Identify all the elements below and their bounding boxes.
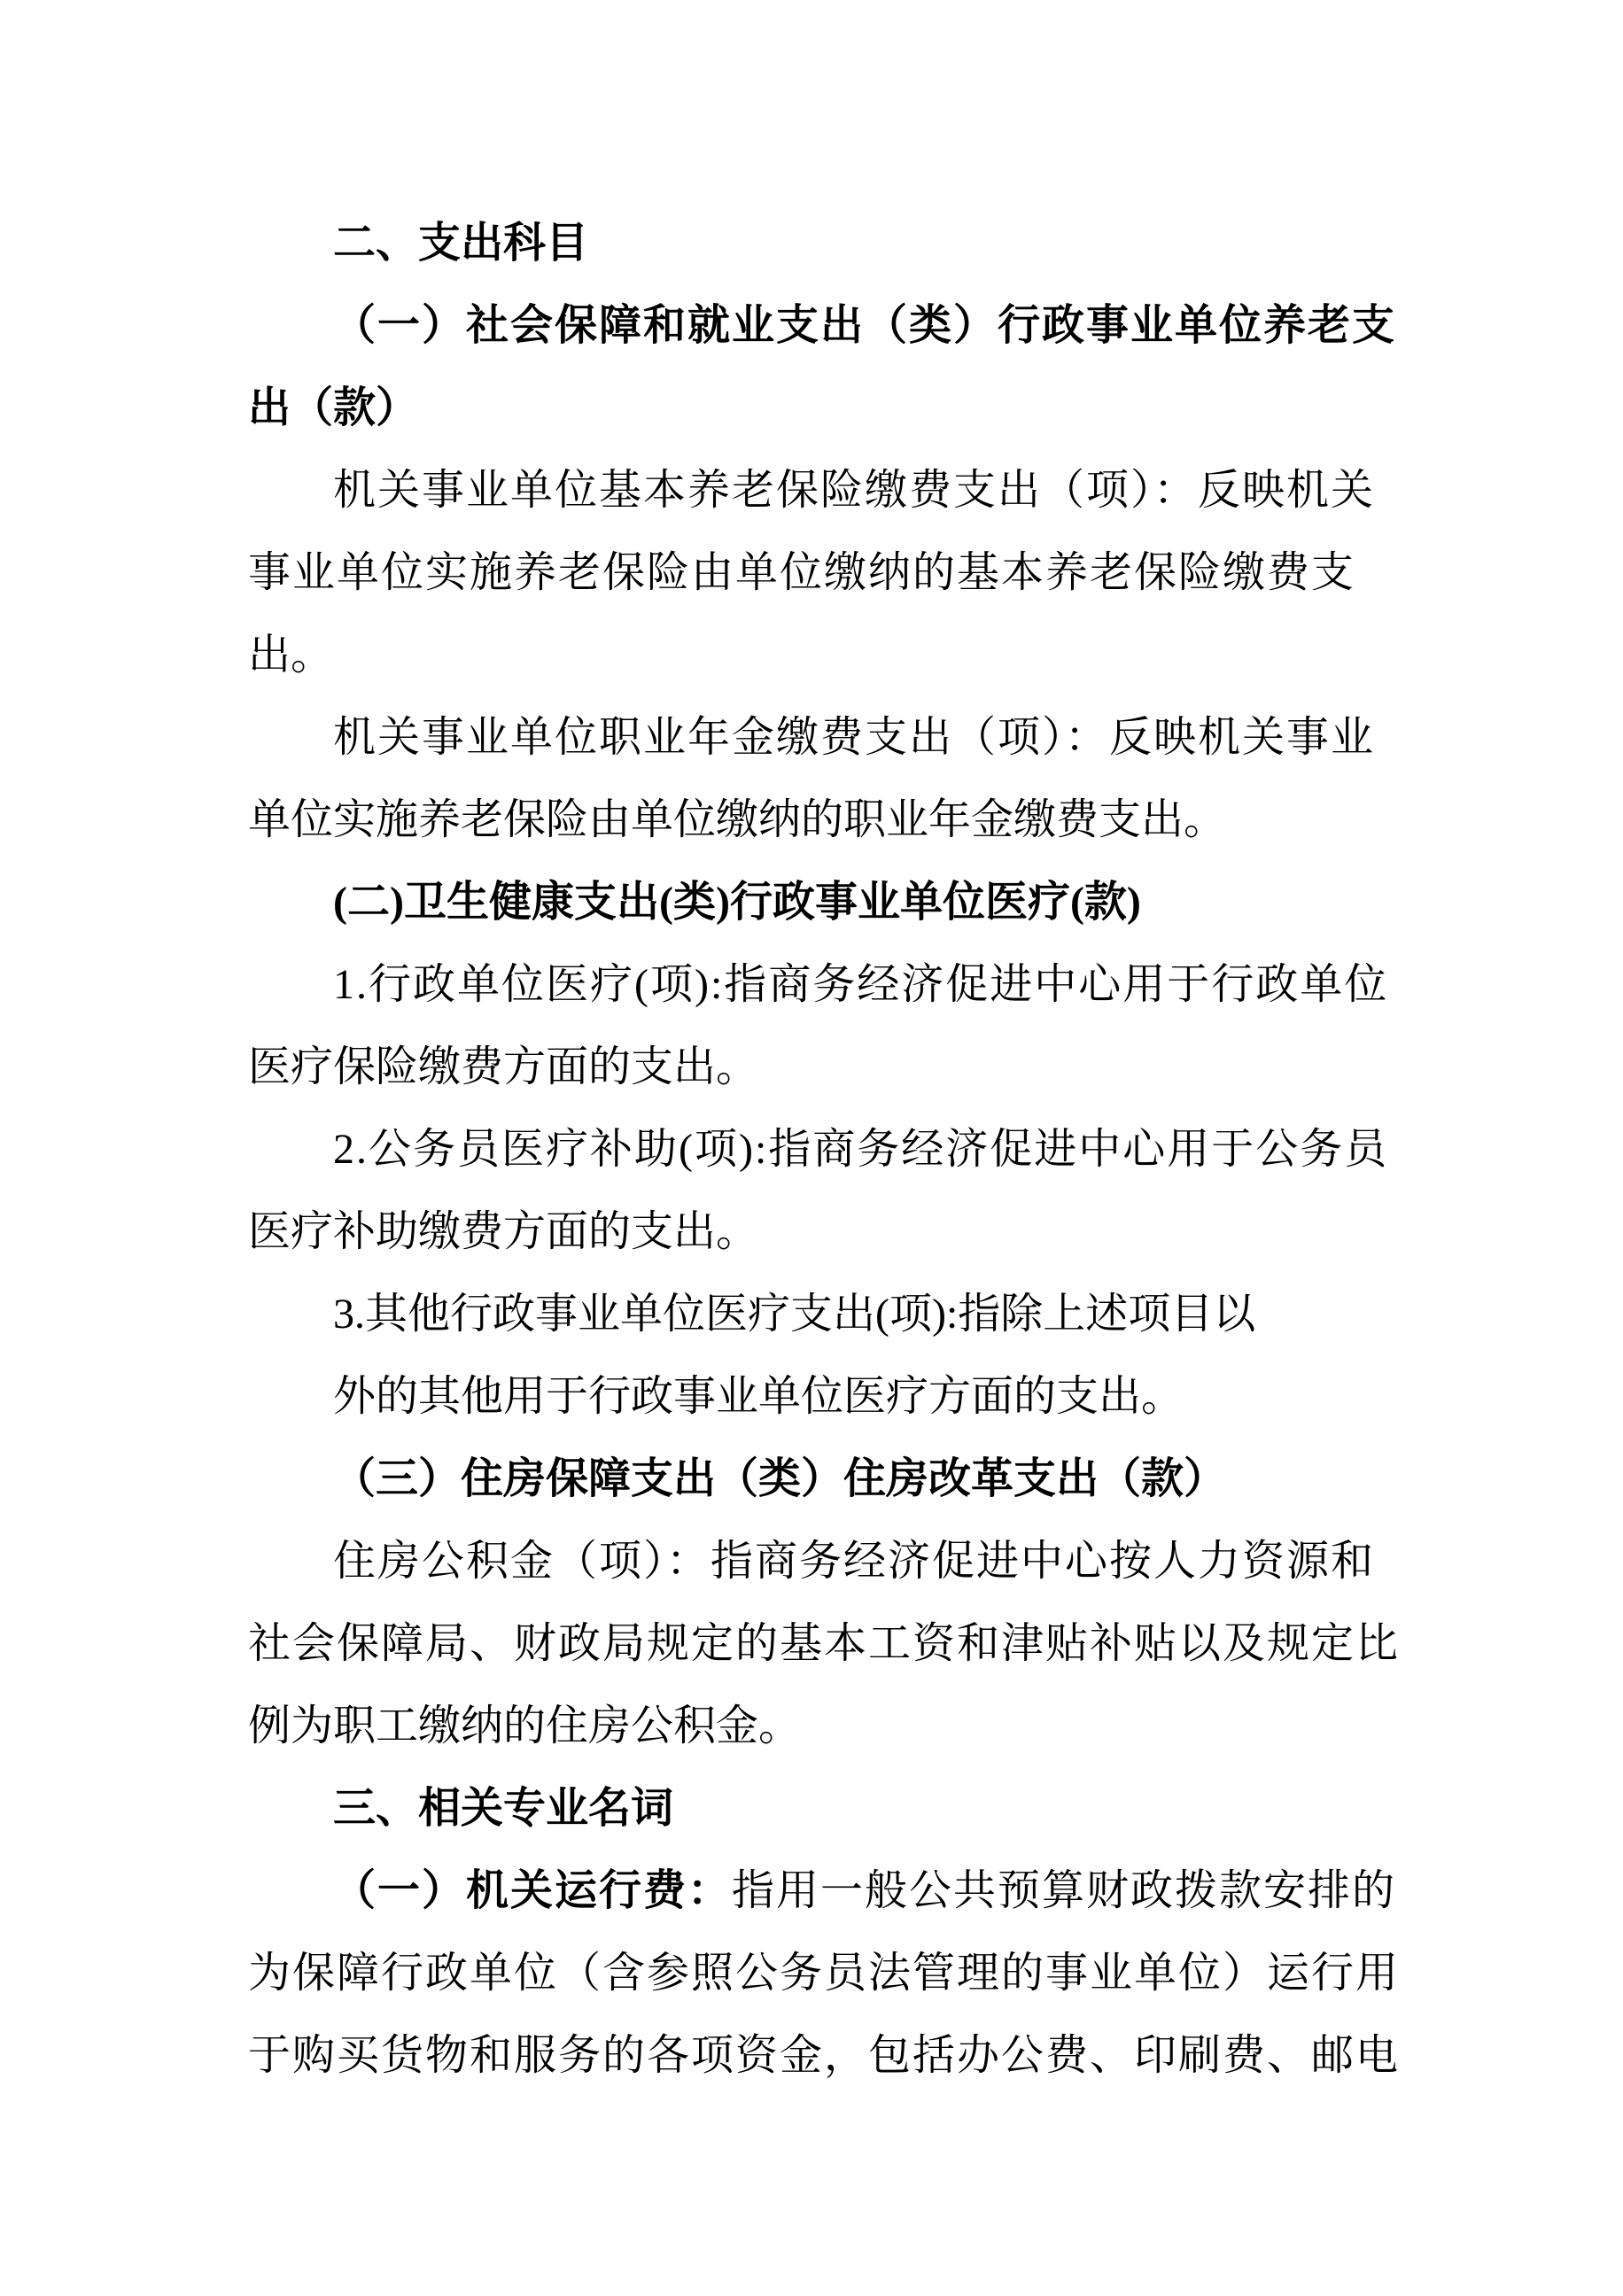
paragraph-agency-operating-cost-line3: 于购买货物和服务的各项资金，包括办公费、印刷费、邮电 <box>248 2032 1401 2079</box>
paragraph-other-medical-line1: 3.其他行政事业单位医疗支出(项):指除上述项目以 <box>333 1291 1256 1338</box>
subheading-social-security-line1: （一）社会保障和就业支出（类）行政事业单位养老支 <box>333 302 1397 349</box>
paragraph-annuity-contribution-line1: 机关事业单位职业年金缴费支出（项）：反映机关事业 <box>333 714 1376 761</box>
paragraph-housing-fund-line2: 社会保障局、财政局规定的基本工资和津贴补贴以及规定比 <box>248 1620 1401 1667</box>
paragraph-agency-operating-cost-line2: 为保障行政单位（含参照公务员法管理的事业单位）运行用 <box>248 1950 1401 1997</box>
term-agency-operating-cost: （一）机关运行费： <box>333 1867 733 1914</box>
heading-expenditure-subjects: 二、支出科目 <box>333 218 589 268</box>
paragraph-housing-fund-line1: 住房公积金（项）：指商务经济促进中心按人力资源和 <box>333 1538 1376 1585</box>
paragraph-agency-operating-cost-line1 <box>248 1850 1397 1932</box>
paragraph-annuity-contribution-line2: 单位实施养老保险由单位缴纳的职业年金缴费支出。 <box>248 796 1227 843</box>
paragraph-civil-servant-medical-line1: 2.公务员医疗补助(项):指商务经济促进中心用于公务员 <box>333 1126 1389 1173</box>
paragraph-housing-fund-line3: 例为职工缴纳的住房公积金。 <box>248 1703 802 1749</box>
subheading-social-security-line2: 出（款） <box>248 384 419 431</box>
heading-related-terms: 三、相关专业名词 <box>333 1783 674 1833</box>
paragraph-pension-contribution-line1: 机关事业单位基本养老保险缴费支出（项）：反映机关 <box>333 467 1376 514</box>
paragraph-civil-servant-medical-line2: 医疗补助缴费方面的支出。 <box>248 1208 759 1255</box>
paragraph-other-medical-line2: 外的其他用于行政事业单位医疗方面的支出。 <box>333 1373 1184 1420</box>
subheading-housing-security: （三）住房保障支出（类）住房改革支出（款） <box>333 1455 1227 1502</box>
paragraph-admin-unit-medical-line2: 医疗保险缴费方面的支出。 <box>248 1043 759 1090</box>
paragraph-admin-unit-medical-line1: 1.行政单位医疗(项):指商务经济促进中心用于行政单位 <box>333 961 1389 1008</box>
subheading-health-expenditure: (二)卫生健康支出(类)行政事业单位医疗(款) <box>333 879 1141 926</box>
paragraph-pension-contribution-line3: 出。 <box>248 632 334 679</box>
paragraph-pension-contribution-line2: 事业单位实施养老保险由单位缴纳的基本养老保险缴费支 <box>248 549 1356 596</box>
term-definition-start: 指用一般公共预算财政拨款安排的 <box>732 1867 1397 1914</box>
